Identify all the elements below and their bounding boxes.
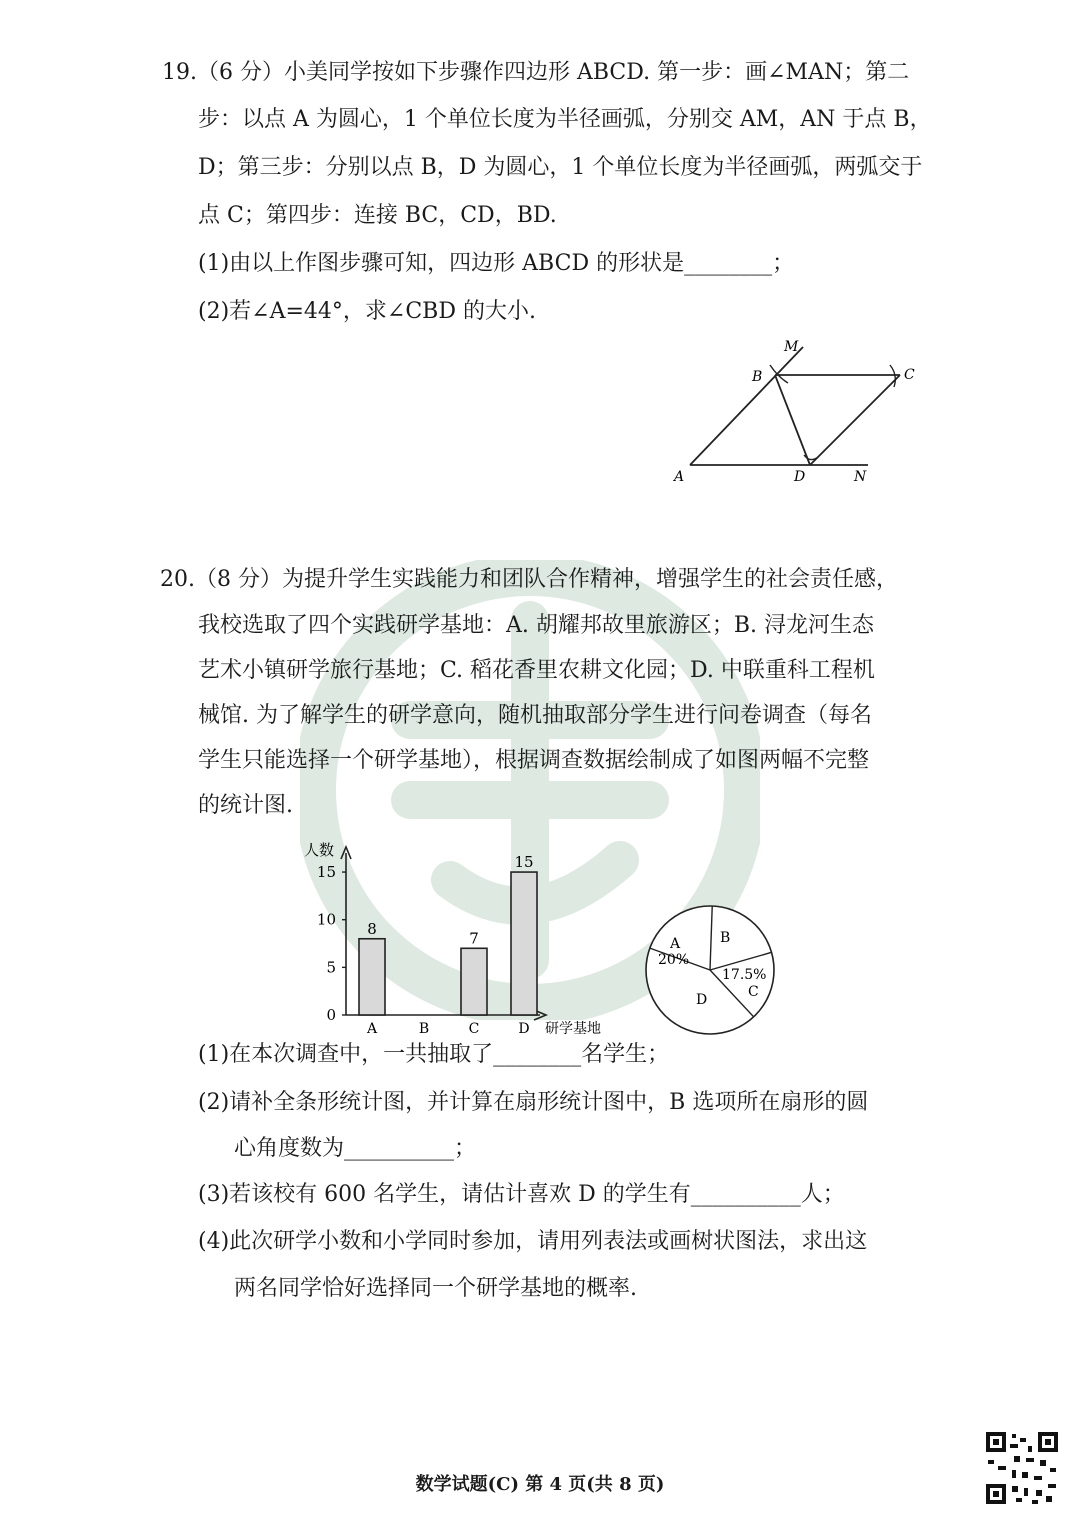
bar-value-label-C: 7 <box>469 929 479 948</box>
pie-chart <box>638 898 788 1048</box>
q20-question-4: (4)此次研学小数和小学同时参加，请用列表法或画树状图法，求出这 <box>198 1229 868 1254</box>
y-tick-label-1: 5 <box>326 958 336 977</box>
x-tick-label-D: D <box>518 1021 530 1037</box>
q20-line-6: 的统计图. <box>198 793 293 818</box>
q20-line-3: 艺术小镇研学旅行基地；C. 稻花香里农耕文化园；D. 中联重科工程机 <box>198 658 875 683</box>
q20-question-1: (1)在本次调查中，一共抽取了________名学生； <box>198 1042 670 1067</box>
q20-question-4-cont: 两名同学恰好选择同一个研学基地的概率. <box>234 1276 637 1301</box>
pie-percent-c: 17.5% <box>722 967 767 983</box>
q19-line-1: 19.（6 分）小美同学按如下步骤作四边形 ABCD. 第一步：画∠MAN；第二 <box>162 60 910 85</box>
y-tick-label-2: 10 <box>316 910 336 929</box>
q19-line-4: 点 C；第四步：连接 BC，CD，BD. <box>198 203 557 228</box>
pie-label-b: B <box>720 930 731 946</box>
page-footer: 数学试题(C) 第 4 页(共 8 页) <box>415 1474 665 1495</box>
label-d: D <box>794 469 806 485</box>
arc-mark-b <box>770 365 788 383</box>
pie-percent-a: 20% <box>658 952 690 968</box>
y-axis-label: 人数 <box>304 841 335 859</box>
q19-part-1: (1)由以上作图步骤可知，四边形 ABCD 的形状是________； <box>198 251 795 276</box>
x-tick-label-A: A <box>366 1021 378 1037</box>
bar-series <box>317 853 537 1037</box>
label-c: C <box>904 367 915 383</box>
q20-line-5: 学生只能选择一个研学基地），根据调查数据绘制成了如图两幅不完整 <box>198 748 870 773</box>
q20-line-2: 我校选取了四个实践研学基地：A. 胡耀邦故里旅游区；B. 浔龙河生态 <box>198 613 875 638</box>
label-m: M <box>784 339 799 355</box>
bar-C <box>461 948 487 1015</box>
pie-label-c: C <box>748 984 759 1000</box>
q19-geometry-figure <box>660 335 920 495</box>
segment-bd <box>775 375 810 465</box>
x-tick-label-B: B <box>418 1021 430 1037</box>
q20-line-1: 20.（8 分）为提升学生实践能力和团队合作精神，增强学生的社会责任感， <box>160 567 898 592</box>
q20-question-2-cont: 心角度数为__________； <box>234 1136 477 1161</box>
q19-line-2: 步：以点 A 为圆心，1 个单位长度为半径画弧，分别交 AM，AN 于点 B， <box>198 107 932 132</box>
y-tick-label-3: 15 <box>316 863 336 882</box>
pie-label-d: D <box>696 992 708 1008</box>
q19-line-3: D；第三步：分别以点 B，D 为圆心，1 个单位长度为半径画弧，两弧交于 <box>198 155 923 180</box>
label-b: B <box>752 369 763 385</box>
x-axis-label: 研学基地 <box>545 1021 601 1037</box>
segment-cd <box>810 375 900 465</box>
bar-value-label-D: 15 <box>514 853 534 872</box>
bar-D <box>511 872 537 1015</box>
bar-value-label-A: 8 <box>367 919 377 938</box>
q20-line-4: 械馆. 为了解学生的研学意向，随机抽取部分学生进行问卷调查（每名 <box>198 703 872 728</box>
label-n: N <box>854 469 867 485</box>
q19-part-2: (2)若∠A=44°，求∠CBD 的大小. <box>198 299 536 324</box>
ray-am <box>690 347 803 465</box>
bar-chart <box>290 835 630 1040</box>
bar-A <box>359 939 385 1015</box>
pie-label-a: A <box>670 936 681 952</box>
y-tick-label-0: 0 <box>326 1006 336 1024</box>
q20-question-2: (2)请补全条形统计图，并计算在扇形统计图中，B 选项所在扇形的圆 <box>198 1090 869 1115</box>
q20-question-3: (3)若该校有 600 名学生，请估计喜欢 D 的学生有__________人； <box>198 1182 845 1207</box>
x-tick-label-C: C <box>468 1021 480 1037</box>
label-a: A <box>674 469 685 485</box>
